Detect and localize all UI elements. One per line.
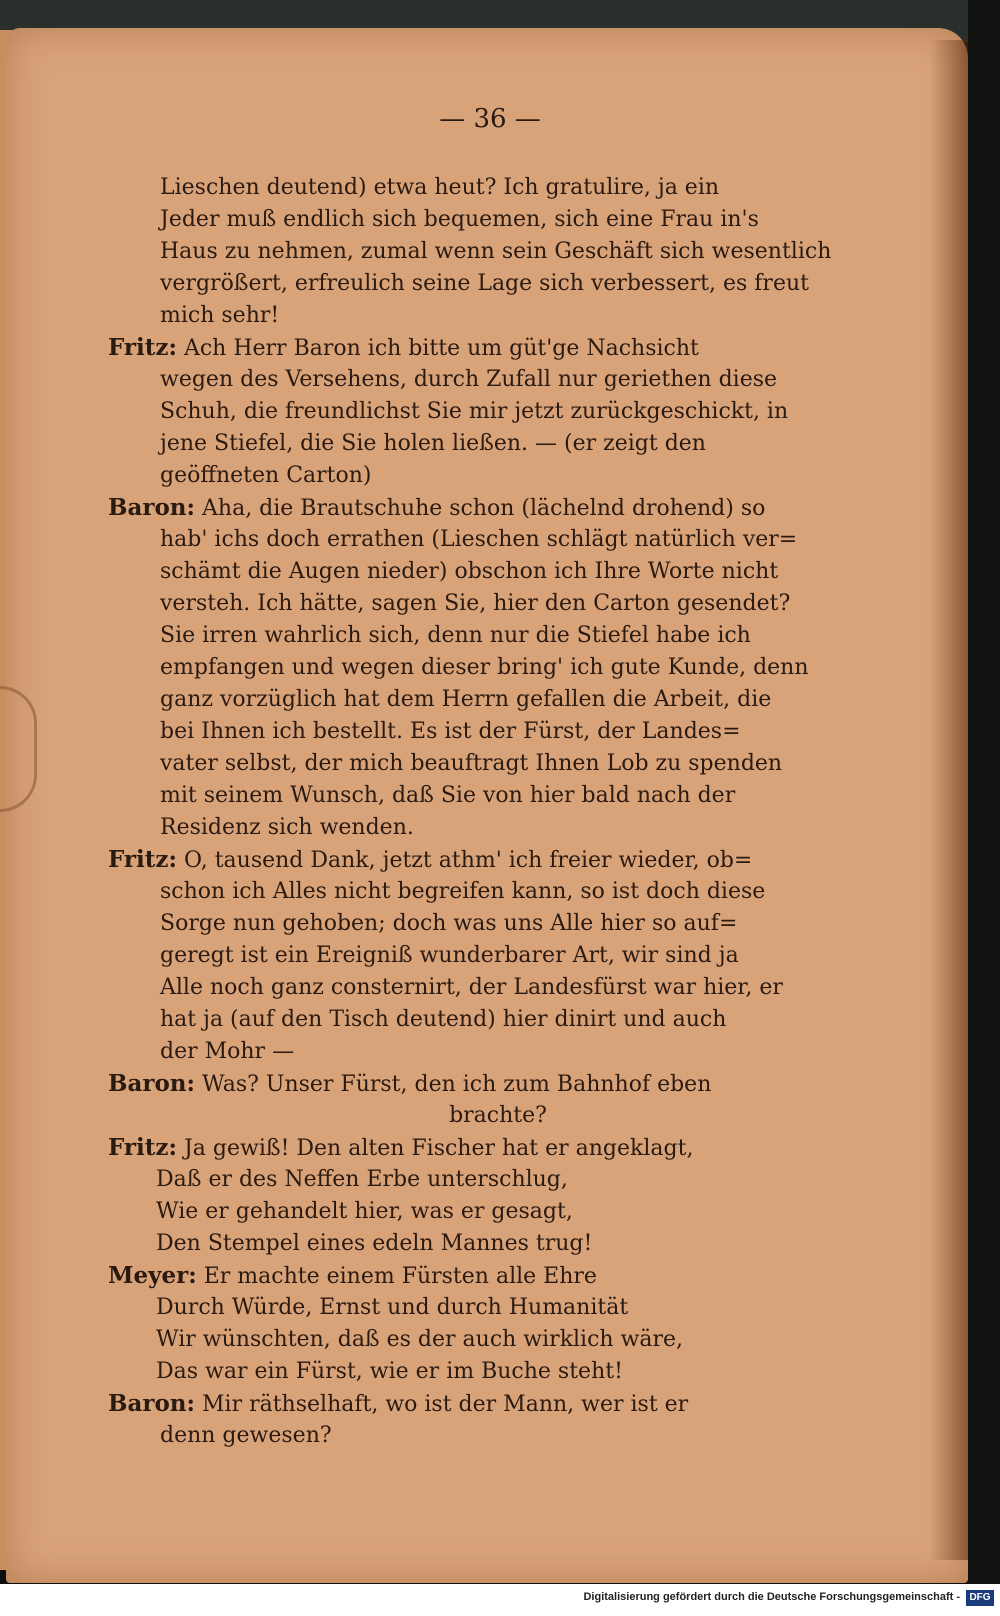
text-line: [128, 1324, 868, 1356]
text-line: [128, 1292, 868, 1324]
text-line: [128, 652, 868, 684]
line-text: schämt die Augen nieder) obschon ich Ihre Worte nicht: [160, 559, 779, 584]
line-text: O, tausend Dank, jetzt athm' ich freier wieder, ob=: [183, 848, 753, 873]
line-text: geöffneten Carton): [160, 463, 372, 488]
dfg-logo-icon: DFG: [966, 1590, 994, 1606]
line-text: Residenz sich wenden.: [160, 815, 414, 840]
spine-shadow: [930, 40, 968, 1560]
text-line: [128, 268, 868, 300]
line-text: Ja gewiß! Den alten Fischer hat er angeklagt,: [183, 1136, 694, 1161]
text-line: [128, 236, 868, 268]
line-text: Aha, die Brautschuhe schon (lächelnd drohend) so: [202, 496, 766, 521]
text-line: [128, 1100, 868, 1132]
text-line: [128, 1164, 868, 1196]
line-text: Lieschen deutend) etwa heut? Ich gratulire, ja ein: [160, 175, 720, 200]
line-text: geregt ist ein Ereigniß wunderbarer Art, wir sind ja: [160, 943, 739, 968]
line-text: mit seinem Wunsch, daß Sie von hier bald nach der: [160, 783, 736, 808]
line-text: Den Stempel eines edeln Mannes trug!: [156, 1231, 593, 1256]
text-line: [128, 428, 868, 460]
speaker-name: Meyer:: [108, 1262, 197, 1289]
line-text: Daß er des Neffen Erbe unterschlug,: [156, 1167, 568, 1192]
text-line: [128, 940, 868, 972]
body-text: [108, 172, 868, 1452]
text-line: [128, 716, 868, 748]
line-text: schon ich Alles nicht begreifen kann, so ist doch diese: [160, 879, 766, 904]
text-line: [128, 780, 868, 812]
text-line: [128, 588, 868, 620]
text-line: [128, 1036, 868, 1068]
line-text: Alle noch ganz consternirt, der Landesfürst war hier, er: [160, 975, 783, 1000]
speaker-name: Fritz:: [108, 1134, 177, 1161]
line-text: Sie irren wahrlich sich, denn nur die Stiefel habe ich: [160, 623, 751, 648]
text-line: [128, 1228, 868, 1260]
text-line: [128, 364, 868, 396]
text-line: [128, 396, 868, 428]
text-line: [108, 492, 868, 524]
line-text: wegen des Versehens, durch Zufall nur geriethen diese: [160, 367, 778, 392]
line-text: vergrößert, erfreulich seine Lage sich verbessert, es freut: [160, 271, 809, 296]
text-line: [128, 524, 868, 556]
text-line: [128, 748, 868, 780]
text-line: [108, 1388, 868, 1420]
line-text: denn gewesen?: [160, 1423, 332, 1448]
text-line: [128, 620, 868, 652]
speaker-name: Fritz:: [108, 846, 177, 873]
text-line: [128, 460, 868, 492]
text-line: [128, 684, 868, 716]
line-text: hat ja (auf den Tisch deutend) hier dinirt und auch: [160, 1007, 727, 1032]
scanner-background-right: [968, 0, 1000, 1616]
text-line: [128, 172, 868, 204]
page-clip-mark: [0, 686, 37, 812]
line-text: Ach Herr Baron ich bitte um güt'ge Nachsicht: [183, 336, 699, 361]
line-text: brachte?: [449, 1103, 547, 1128]
text-line: [128, 300, 868, 332]
line-text: Was? Unser Fürst, den ich zum Bahnhof eben: [202, 1072, 712, 1097]
line-text: Haus zu nehmen, zumal wenn sein Geschäft sich wesentlich: [160, 239, 832, 264]
text-line: [128, 1004, 868, 1036]
line-text: jene Stiefel, die Sie holen ließen. — (er zeigt den: [160, 431, 706, 456]
text-line: [128, 908, 868, 940]
line-text: vater selbst, der mich beauftragt Ihnen Lob zu spenden: [160, 751, 783, 776]
text-line: [128, 1356, 868, 1388]
speaker-name: Fritz:: [108, 334, 177, 361]
text-line: [108, 1260, 868, 1292]
text-line: [128, 1196, 868, 1228]
text-line: [128, 876, 868, 908]
line-text: Schuh, die freundlichst Sie mir jetzt zurückgeschickt, in: [160, 399, 789, 424]
line-text: Durch Würde, Ernst und durch Humanität: [156, 1295, 629, 1320]
text-line: [108, 1068, 868, 1100]
text-line: [108, 844, 868, 876]
text-line: [128, 1420, 868, 1452]
line-text: ganz vorzüglich hat dem Herrn gefallen die Arbeit, die: [160, 687, 772, 712]
speaker-name: Baron:: [108, 1070, 196, 1097]
line-text: Sorge nun gehoben; doch was uns Alle hier so auf=: [160, 911, 738, 936]
footer-credit: Digitalisierung gefördert durch die Deutsche Forschungsgemeinschaft -: [583, 1591, 960, 1603]
line-text: versteh. Ich hätte, sagen Sie, hier den Carton gesendet?: [160, 591, 791, 616]
line-text: Jeder muß endlich sich bequemen, sich eine Frau in's: [160, 207, 759, 232]
line-text: der Mohr —: [160, 1039, 295, 1064]
line-text: mich sehr!: [160, 303, 280, 328]
text-line: [128, 812, 868, 844]
line-text: Das war ein Fürst, wie er im Buche steht!: [156, 1359, 623, 1384]
line-text: Wir wünschten, daß es der auch wirklich wäre,: [156, 1327, 684, 1352]
text-line: [128, 556, 868, 588]
text-line: [108, 1132, 868, 1164]
speaker-name: Baron:: [108, 494, 196, 521]
line-text: hab' ichs doch errathen (Lieschen schlägt natürlich ver=: [160, 527, 798, 552]
text-line: [108, 332, 868, 364]
line-text: Wie er gehandelt hier, was er gesagt,: [156, 1199, 573, 1224]
text-line: [128, 972, 868, 1004]
footer-bar: [0, 1584, 1000, 1616]
page-number: — 36 —: [439, 104, 541, 134]
line-text: Er machte einem Fürsten alle Ehre: [203, 1264, 597, 1289]
line-text: empfangen und wegen dieser bring' ich gute Kunde, denn: [160, 655, 809, 680]
speaker-name: Baron:: [108, 1390, 196, 1417]
line-text: Mir räthselhaft, wo ist der Mann, wer ist er: [202, 1392, 689, 1417]
line-text: bei Ihnen ich bestellt. Es ist der Fürst, der Landes=: [160, 719, 741, 744]
text-line: [128, 204, 868, 236]
